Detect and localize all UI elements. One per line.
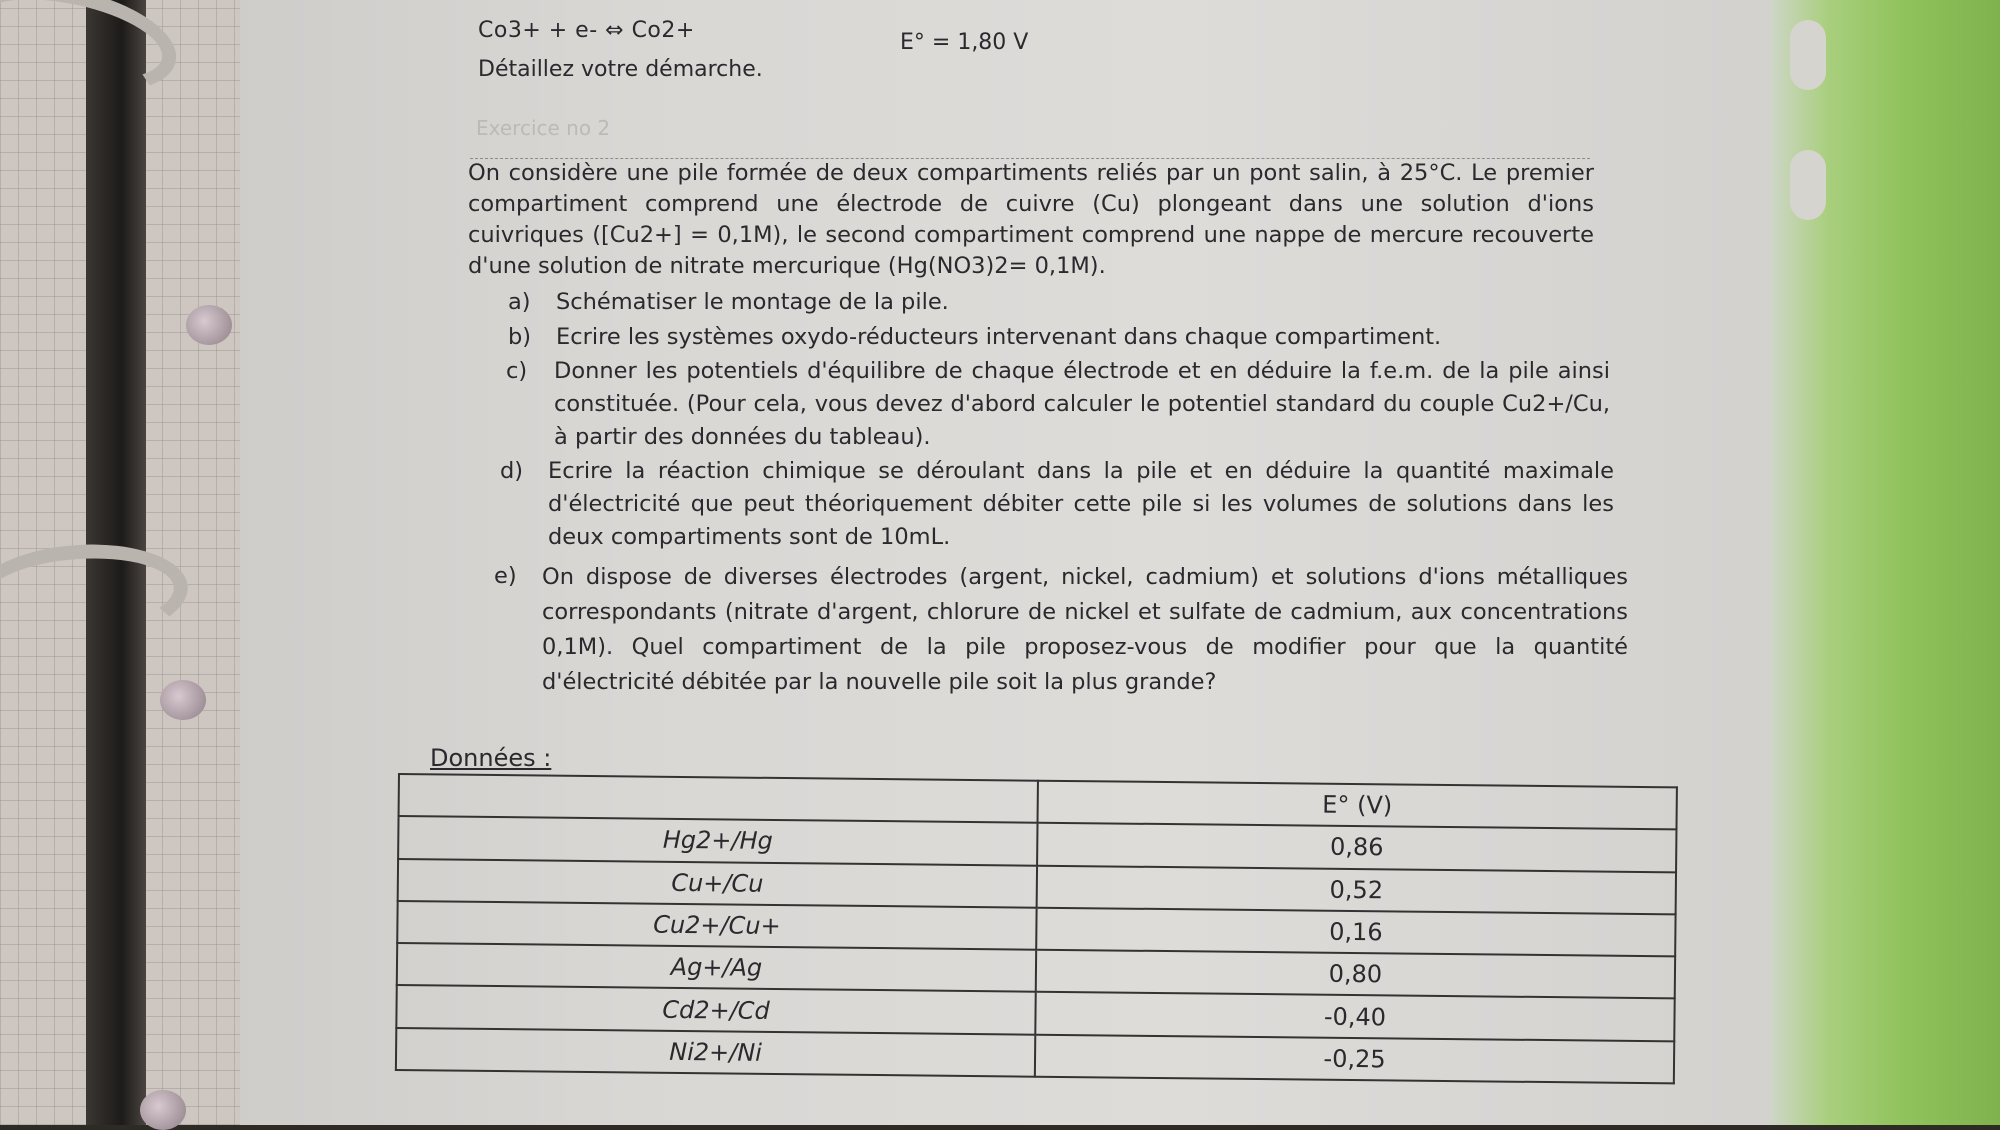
question-text: Schématiser le montage de la pile. — [556, 289, 949, 315]
punch-hole — [160, 680, 206, 720]
faded-heading: Exercice no 2 — [476, 116, 611, 140]
potential-value: -0,40 — [1035, 992, 1674, 1041]
question-label: b) — [508, 324, 532, 350]
redox-couple: Ag+/Ag — [397, 943, 1036, 992]
question-text: Donner les potentiels d'équilibre de chaque électrode et en déduire la f.e.m. de la pile ainsi constituée. (Pour cela, vous devez d'abord calculer le potentiel standard du couple Cu2+/Cu, à partir des données du tableau). — [554, 358, 1610, 450]
question-text: On dispose de diverses électrodes (argent, nickel, cadmium) et solutions d'ions métalliques correspondants (nitrate d'argent, chlorure de nickel et sulfate de cadmium, aux concentrations 0,1M). Quel compartiment de la pile proposez-vous de modifier pour que la quantité d'électricité débitée par la nouvelle pile soit la plus grande? — [542, 564, 1628, 695]
cobalt-equation: Co3+ + e- ⇔ Co2+ — [478, 18, 695, 43]
exercise-intro: On considère une pile formée de deux compartiments reliés par un pont salin, à 25°C. Le premier compartiment comprend une électrode de cuivre (Cu) plongeant dans une solution d'ions cuivriques ([Cu2+] = 0,1M), le second compartiment comprend une nappe de mercure recouverte d'une solution de nitrate mercurique (Hg(NO3)2= 0,1M). — [468, 160, 1594, 279]
redox-couple: Hg2+/Hg — [398, 816, 1037, 865]
divider-hole — [1790, 150, 1826, 220]
redox-couple: Cu2+/Cu+ — [397, 901, 1036, 950]
question-label: d) — [500, 458, 524, 484]
question-label: a) — [508, 289, 531, 315]
question-text: Ecrire les systèmes oxydo-réducteurs intervenant dans chaque compartiment. — [556, 324, 1442, 350]
punch-hole — [186, 305, 232, 345]
question-label: e) — [494, 563, 517, 589]
question-text: Ecrire la réaction chimique se déroulant dans la pile et en déduire la quantité maximale d'électricité que peut théoriquement débiter cette pile si les volumes de solutions dans les deux compartiments sont de 10mL. — [548, 458, 1614, 550]
redox-couple: Ni2+/Ni — [396, 1028, 1035, 1077]
potential-value: 0,86 — [1037, 823, 1676, 872]
table-header-cell: E° (V) — [1038, 781, 1677, 830]
redox-couple: Cd2+/Cd — [396, 985, 1035, 1034]
table-header-cell — [399, 774, 1038, 823]
potential-value: -0,25 — [1035, 1034, 1674, 1083]
punch-hole — [140, 1090, 186, 1130]
potentials-table — [395, 773, 1678, 1084]
potential-value: 0,52 — [1037, 865, 1676, 914]
potential-value: 0,16 — [1036, 908, 1675, 957]
instruction-line: Détaillez votre démarche. — [478, 57, 763, 82]
question-label: c) — [506, 358, 528, 384]
divider-hole — [1790, 20, 1826, 90]
data-table-title: Données : — [430, 744, 552, 772]
standard-potential: E° = 1,80 V — [900, 30, 1029, 55]
redox-couple: Cu+/Cu — [398, 859, 1037, 908]
potential-value: 0,80 — [1036, 950, 1675, 999]
